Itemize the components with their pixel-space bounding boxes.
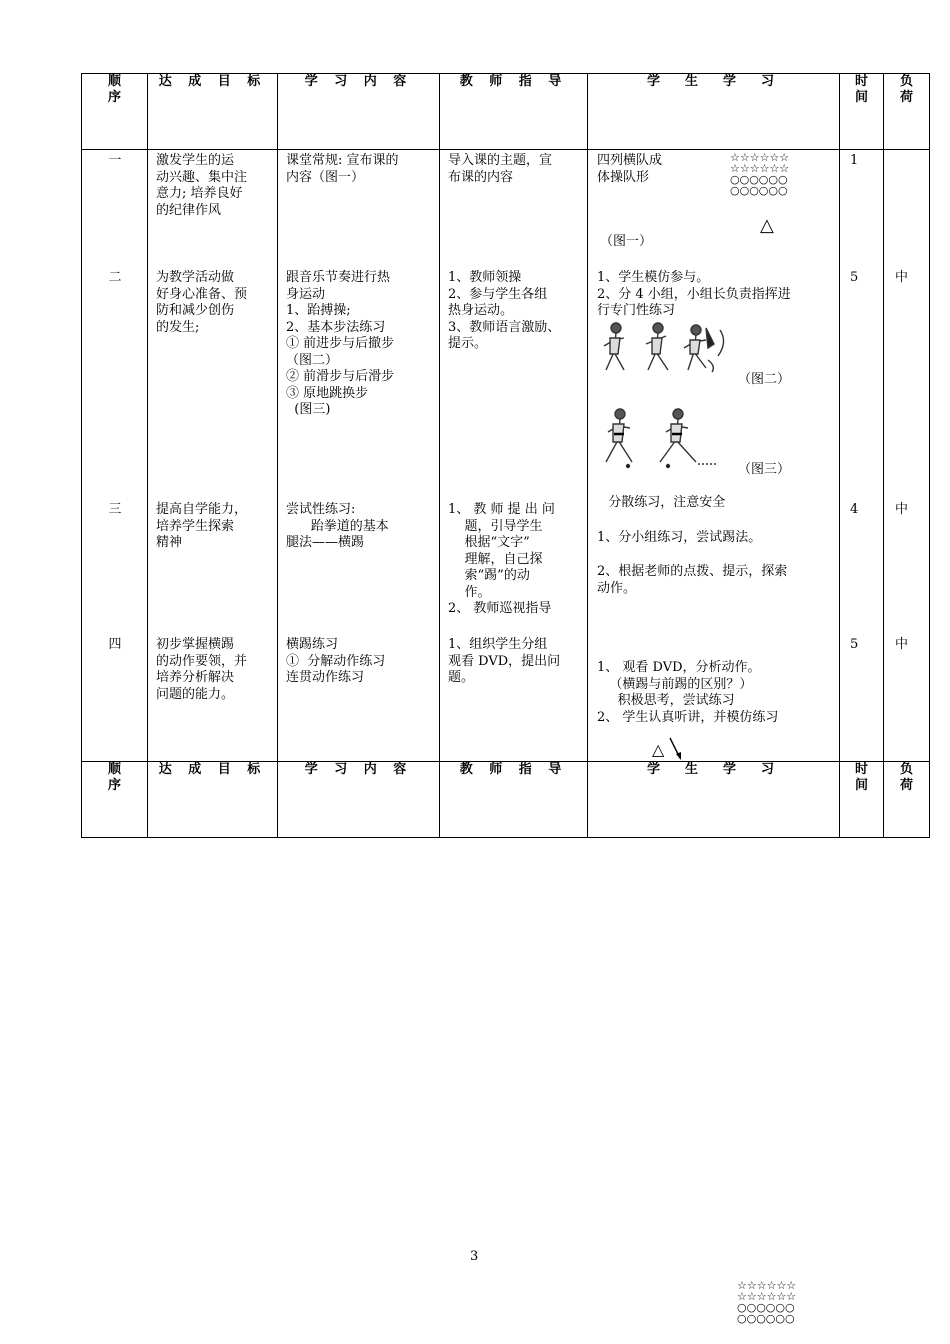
footer-header-time: 时 间 — [840, 762, 884, 838]
row3-student-line1: 分散练习，注意安全 — [600, 495, 726, 510]
footer-header-teacher: 教 师 指 导 — [440, 762, 588, 838]
row3-time: 4 — [850, 502, 859, 517]
row1-content: 课堂常规: 宣布课的 内容（图一） — [286, 153, 399, 185]
row3-goal: 提高自学能力， 培养学生探索 精神 — [156, 502, 248, 550]
row2-teacher: 1、教师领操 2、参与学生各组 热身运动。 3、教师语言激励、 提示。 — [448, 270, 561, 351]
row4-load: 中 — [895, 637, 909, 652]
row4-student: 1、 观看 DVD，分析动作。 （横踢与前踢的区别？） 积极思考，尝试练习 2、 学生认真听讲，并模仿练习 — [597, 660, 779, 725]
row3-student-line2: 1、分小组练习，尝试踢法。 — [597, 530, 762, 545]
header-student: 学 生 学 习 — [588, 74, 840, 150]
row3-content: 尝试性练习: 跆拳道的基本 腿法——横踢 — [286, 502, 389, 550]
fig2-caption: （图二） — [738, 372, 791, 387]
time-cell — [840, 150, 884, 762]
student-cell — [588, 150, 840, 762]
fig3-stance-illustration — [598, 406, 728, 470]
row4-teacher: 1、组织学生分组 观看 DVD，提出问 题。 — [448, 637, 561, 685]
row1-time: 1 — [850, 153, 859, 168]
fig3-caption: （图三） — [738, 462, 791, 477]
teacher-marker-icon: △ — [652, 740, 665, 759]
row3-student-line3: 2、根据老师的点拨、提示，探索 动作。 — [597, 564, 788, 596]
table-header-row — [82, 74, 930, 150]
row1-order: 一 — [108, 153, 122, 168]
row2-time: 5 — [850, 270, 859, 285]
row1-student: 四列横队成 体操队形 — [597, 153, 663, 185]
row2-order: 二 — [108, 270, 122, 285]
footer-header-order: 顺 序 — [82, 762, 148, 838]
row3-load: 中 — [895, 502, 909, 517]
fig2-step-illustration — [598, 320, 738, 382]
header-load: 负 荷 — [884, 74, 930, 150]
footer-header-goal: 达 成 目 标 — [148, 762, 278, 838]
teacher-cell — [440, 150, 588, 762]
row1-teacher: 导入课的主题，宣 布课的内容 — [448, 153, 553, 185]
row4-goal: 初步掌握横踢 的动作要领，并 培养分析解决 问题的能力。 — [156, 637, 248, 702]
footer-header-student: 学 生 学 习 — [588, 762, 840, 838]
teacher-position-icon: △ — [760, 215, 774, 236]
row2-student: 1、学生模仿参与。 2、分 4 小组，小组长负责指挥进 行专门性练习 — [597, 270, 791, 318]
content-cell — [278, 150, 440, 762]
order-cell — [82, 150, 148, 762]
header-content: 学 习 内 容 — [278, 74, 440, 150]
table-body-row — [82, 150, 930, 762]
row2-content: 跟音乐节奏进行热 身运动 1、跆搏操; 2、基本步法练习 ① 前进步与后撤步 （图二） ② 前滑步与后滑步 ③ 原地跳换步 (图三) — [286, 270, 395, 417]
table-footer-header-row — [82, 762, 930, 838]
row4-time: 5 — [850, 637, 859, 652]
row4-content: 横踢练习 ① 分解动作练习 连贯动作练习 — [286, 637, 386, 685]
header-goal: 达 成 目 标 — [148, 74, 278, 150]
fig1-caption: （图一） — [600, 234, 653, 249]
row3-teacher: 1、 教 师 提 出 问 题，引导学生 根据“文字” 理解，自己探 索“踢”的动 作。 2、 教师巡视指导 — [448, 502, 555, 616]
header-time: 时 间 — [840, 74, 884, 150]
header-teacher: 教 师 指 导 — [440, 74, 588, 150]
row3-order: 三 — [108, 502, 122, 517]
footer-header-load: 负 荷 — [884, 762, 930, 838]
stray-formation: ☆☆☆☆☆☆ ☆☆☆☆☆☆ ○○○○○○ ○○○○○○ — [737, 1279, 797, 1325]
load-cell — [884, 150, 930, 762]
row4-order: 四 — [108, 637, 122, 652]
row1-goal: 激发学生的运 动兴趣、集中注 意力; 培养良好 的纪律作风 — [156, 153, 248, 218]
lesson-plan-table — [81, 73, 930, 838]
row2-goal: 为教学活动做 好身心准备、预 防和减少创伤 的发生; — [156, 270, 248, 335]
header-order: 顺 序 — [82, 74, 148, 150]
goal-cell — [148, 150, 278, 762]
row2-load: 中 — [895, 270, 909, 285]
formation-stars: ☆☆☆☆☆☆ ☆☆☆☆☆☆ — [730, 151, 790, 175]
page-number: 3 — [470, 1249, 479, 1264]
formation-circles: ○○○○○○ ○○○○○○ — [730, 173, 788, 197]
footer-header-content: 学 习 内 容 — [278, 762, 440, 838]
